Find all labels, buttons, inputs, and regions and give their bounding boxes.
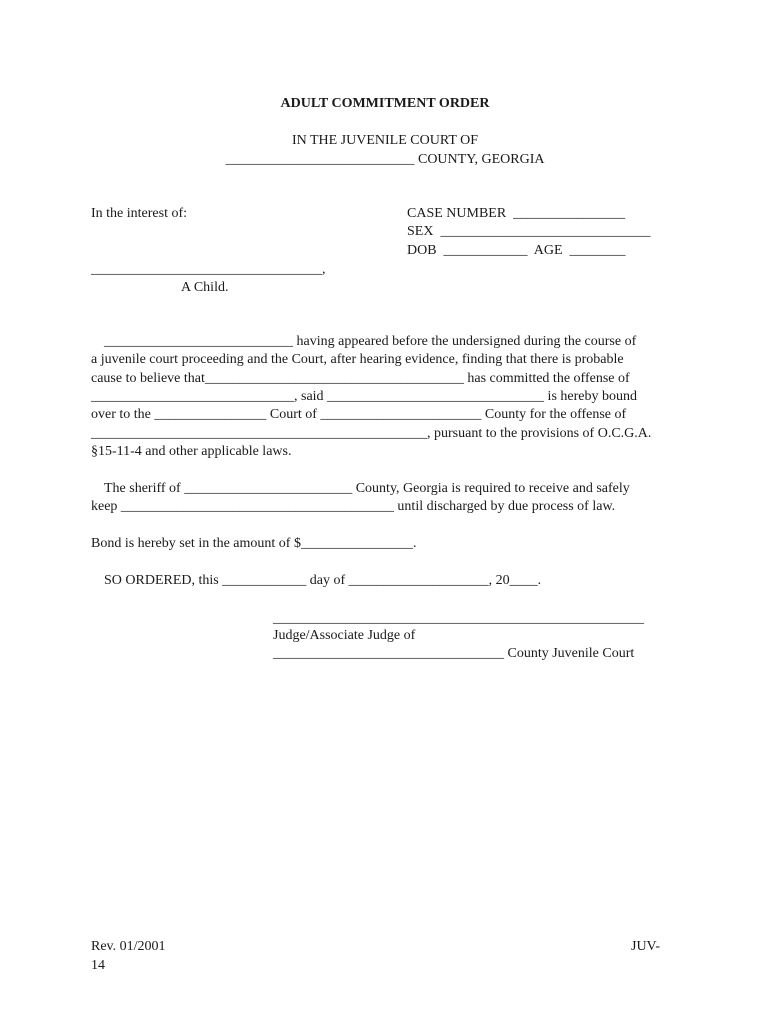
paragraph1-line: §15-11-4 and other applicable laws. [91, 444, 292, 459]
court-line-1: IN THE JUVENILE COURT OF [291, 133, 479, 148]
signature-line: _____________________________________________________ [273, 611, 644, 626]
paragraph1-line: over to the ________________ Court of _______________________ County for the offense of [91, 407, 627, 422]
case-number-field: CASE NUMBER ________________ [407, 206, 626, 221]
paragraph1-line: _____________________________, said _______________________________ is hereby bound [91, 389, 637, 404]
interest-label: In the interest of: [91, 206, 188, 221]
child-name-blank: _________________________________, [91, 262, 326, 277]
paragraph2-line: keep _______________________________________ until discharged by due process of law. [91, 499, 616, 514]
child-label: A Child. [181, 280, 229, 295]
revision-label: Rev. 01/2001 [91, 939, 166, 954]
paragraph1-line: cause to believe that_____________________________________ has committed the offense of [91, 371, 630, 386]
dob-age-field: DOB ____________ AGE ________ [407, 243, 626, 258]
paragraph2-line: The sheriff of ________________________ County, Georgia is required to receive and safely [104, 481, 630, 496]
page-title: ADULT COMMITMENT ORDER [280, 96, 490, 111]
so-ordered-line: SO ORDERED, this ____________ day of ____________________, 20____. [104, 573, 542, 588]
judge-label: Judge/Associate Judge of [273, 628, 416, 643]
court-line-2: ___________________________ COUNTY, GEORGIA [225, 152, 545, 167]
paragraph1-line: a juvenile court proceeding and the Court, after hearing evidence, finding that there is probable [91, 352, 624, 367]
bond-line: Bond is hereby set in the amount of $________________. [91, 536, 417, 551]
county-court-line: _________________________________ County Juvenile Court [273, 646, 635, 661]
paragraph1-line: ___________________________ having appeared before the undersigned during the course of [104, 334, 637, 349]
sex-field: SEX ______________________________ [407, 224, 651, 239]
form-id-part1: JUV- [631, 939, 661, 954]
form-id-part2: 14 [91, 958, 105, 973]
paragraph1-line: ________________________________________________, pursuant to the provisions of O.C.G.A. [91, 426, 652, 441]
